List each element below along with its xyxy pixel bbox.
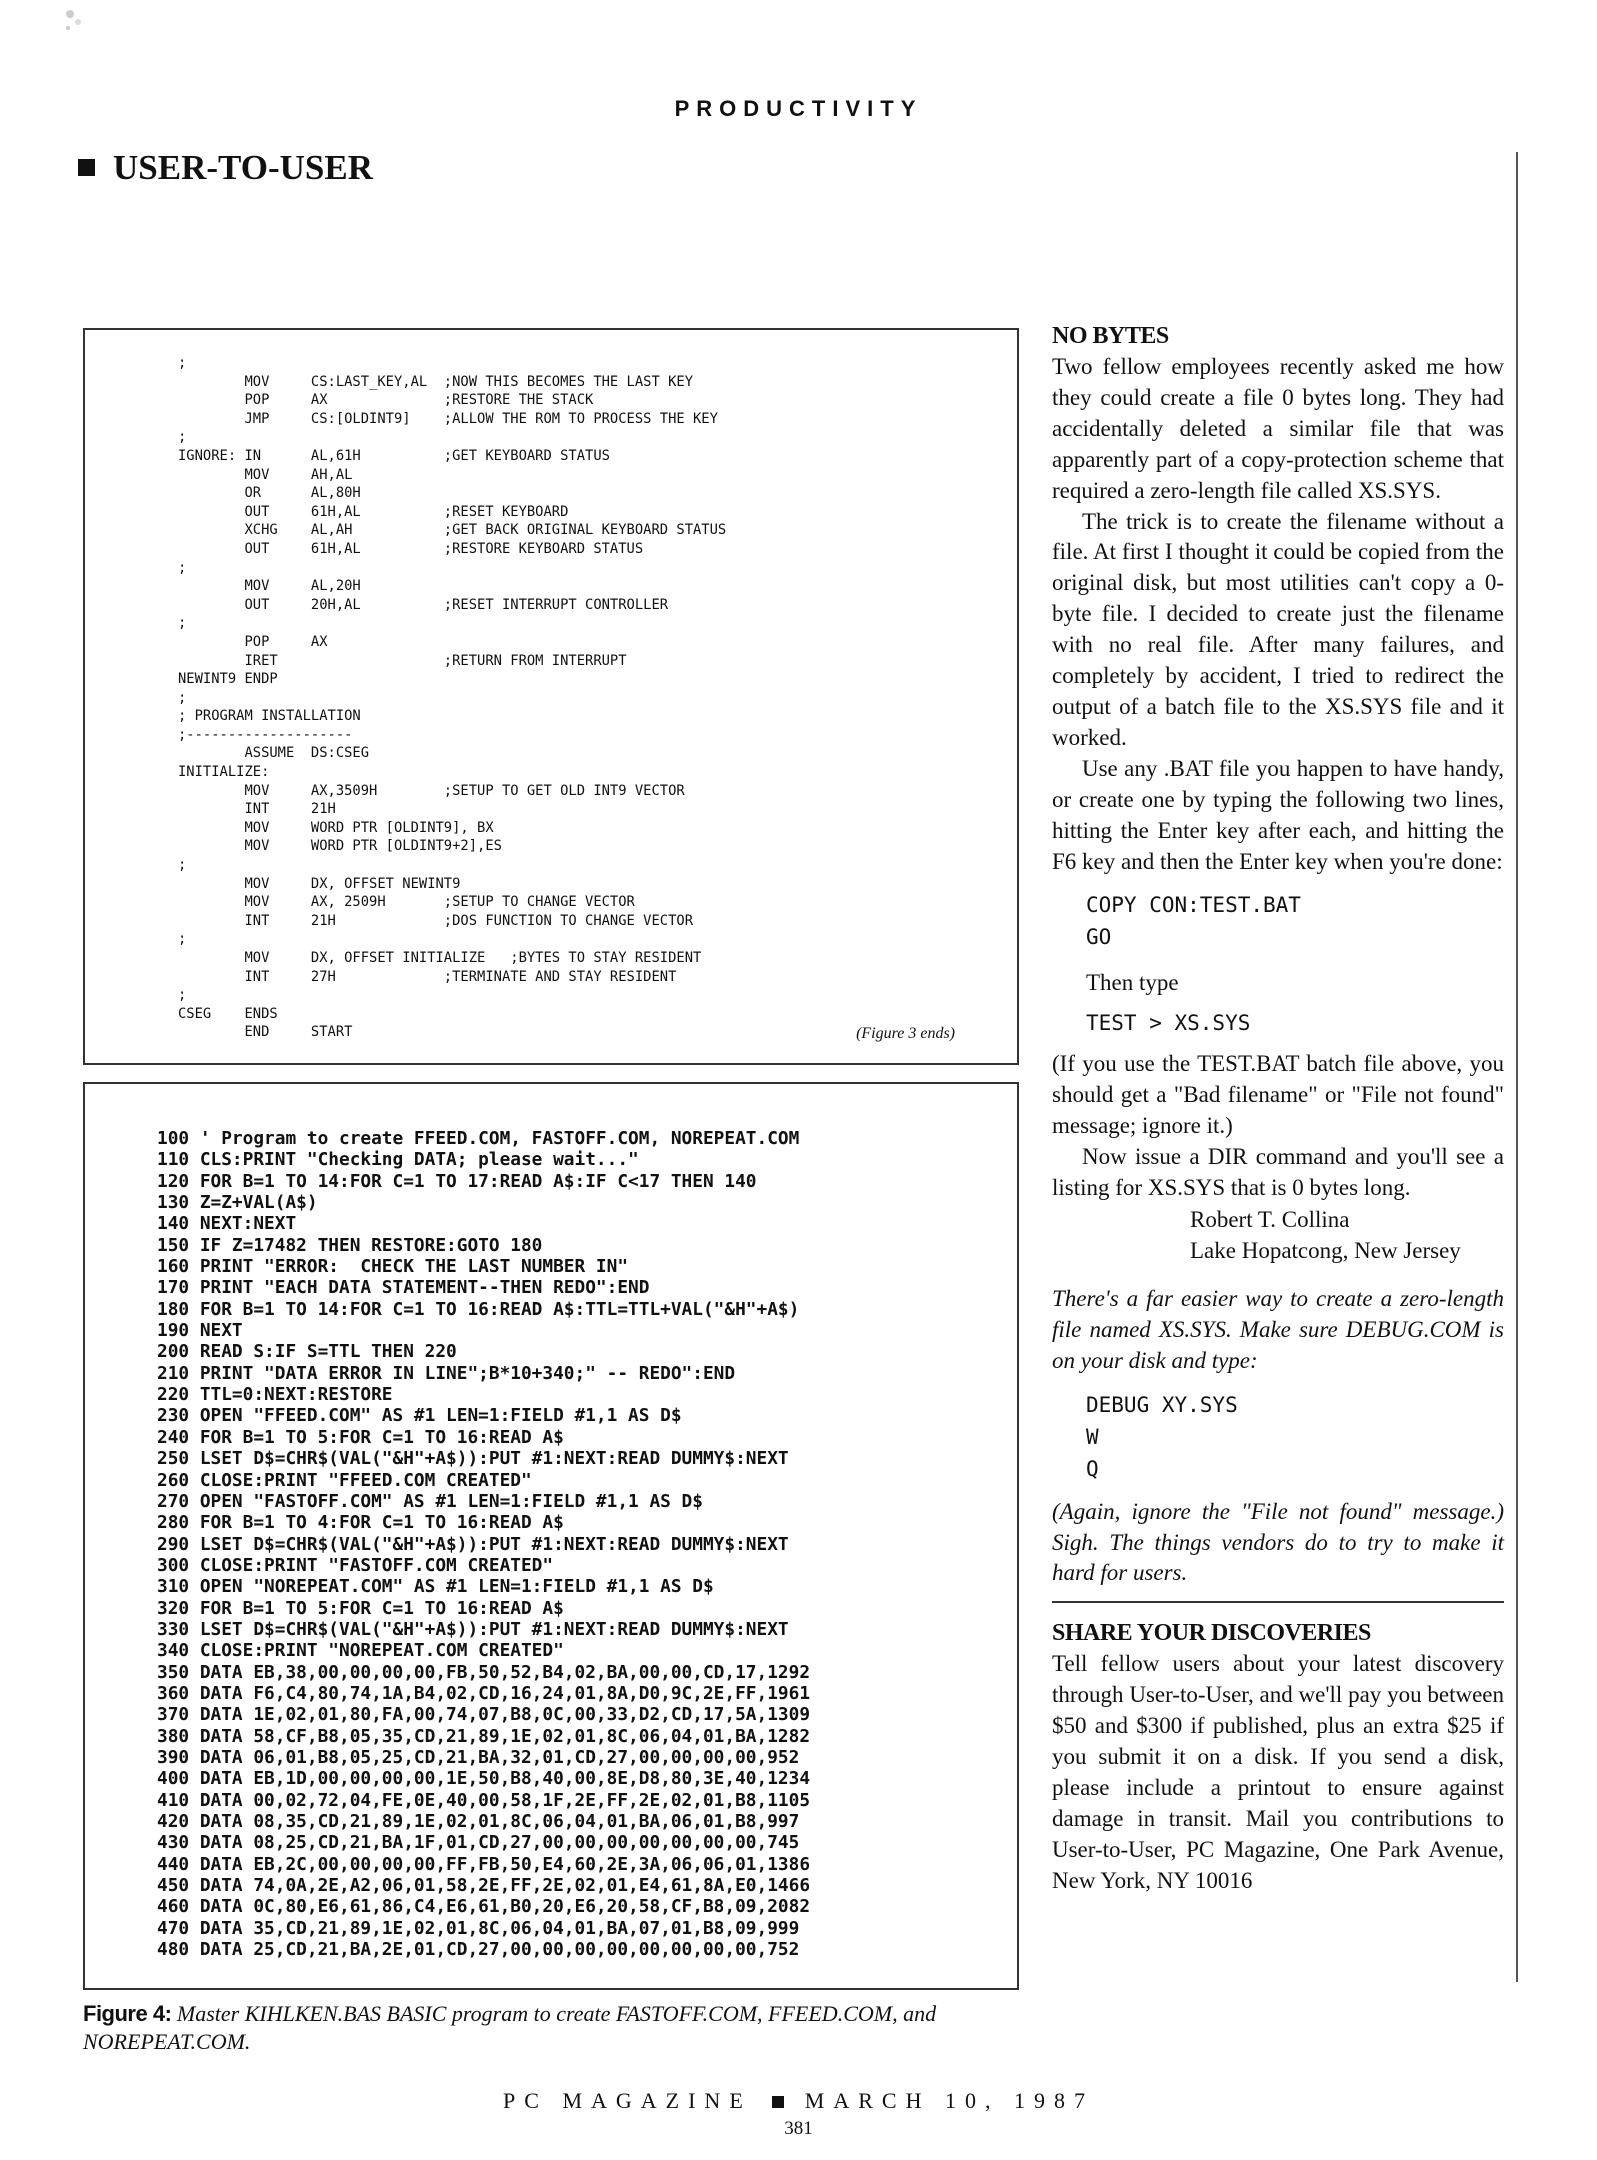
figure3-code: ; MOV CS:LAST_KEY,AL ;NOW THIS BECOMES THE LAST KEY POP AX ;RESTORE THE STACK JMP CS:[OLDINT9] ;ALLOW THE ROM TO PROCESS THE KEY ; IGNORE: IN AL,61H ;GET KEYBOARD STATUS MOV AH,AL OR AL,80H OUT 61H,AL ;RESET KEYBOARD XCHG AL,AH ;GET BACK ORIGINAL KEYBOARD STATUS OUT 61H,AL ;RESTORE KEYBOARD STATUS ; MOV AL,20H OUT 20H,AL ;RESET INTERRUPT CONTROLLER ; POP AX IRET ;RETURN FROM INTERRUPT NEWINT9 ENDP ; ; PROGRAM INSTALLATION ;-------------------- ASSUME DS:CSEG INITIALIZE: MOV AX,3509H ;SETUP TO GET OLD INT9 VECTOR INT 21H MOV WORD PTR [OLDINT9], BX MOV WORD PTR [OLDINT9+2],ES ; MOV DX, OFFSET NEWINT9 MOV AX, 2509H ;SETUP TO CHANGE VECTOR INT 21H ;DOS FUNCTION TO CHANGE VECTOR ; MOV DX, OFFSET INITIALIZE ;BYTES TO STAY RESIDENT INT 27H ;TERMINATE AND STAY RESIDENT ; CSEG ENDS END START xyxy=(178,355,727,1041)
editor-note: (Again, ignore the "File not found" message.) Sigh. The things vendors do to try to make it hard for users. xyxy=(1052,1498,1504,1586)
figure3-end-note: (Figure 3 ends) xyxy=(856,1025,955,1042)
author-location: Lake Hopatcong, New Jersey xyxy=(1190,1237,1461,1263)
page-footer xyxy=(0,2088,1597,2114)
divider xyxy=(1052,1601,1504,1603)
figure4-code: 100 ' Program to create FFEED.COM, FASTOFF.COM, NOREPEAT.COM 110 CLS:PRINT "Checking DATA; please wait..." 120 FOR B=1 TO 14:FOR C=1 TO 17:READ A$:IF C<17 THEN 140 130 Z=Z+VAL(A$) 140 NEXT:NEXT 150 IF Z=17482 THEN RESTORE:GOTO 180 160 PRINT "ERROR: CHECK THE LAST NUMBER IN" 170 PRINT "EACH DATA STATEMENT--THEN REDO":END 180 FOR B=1 TO 14:FOR C=1 TO 16:READ A$:TTL=TTL+VAL("&H"+A$) 190 NEXT 200 READ S:IF S=TTL THEN 220 210 PRINT "DATA ERROR IN LINE";B*10+340;" -- REDO":END 220 TTL=0:NEXT:RESTORE 230 OPEN "FFEED.COM" AS #1 LEN=1:FIELD #1,1 AS D$ 240 FOR B=1 TO 5:FOR C=1 TO 16:READ A$ 250 LSET D$=CHR$(VAL("&H"+A$)):PUT #1:NEXT:READ DUMMY$:NEXT 260 CLOSE:PRINT "FFEED.COM CREATED" 270 OPEN "FASTOFF.COM" AS #1 LEN=1:FIELD #1,1 AS D$ 280 FOR B=1 TO 4:FOR C=1 TO 16:READ A$ 290 LSET D$=CHR$(VAL("&H"+A$)):PUT #1:NEXT:READ DUMMY$:NEXT 300 CLOSE:PRINT "FASTOFF.COM CREATED" 310 OPEN "NOREPEAT.COM" AS #1 LEN=1:FIELD #1,1 AS D$ 320 FOR B=1 TO 5:FOR C=1 TO 16:READ A$ 330 LSET D$=CHR$(VAL("&H"+A$)):PUT #1:NEXT:READ DUMMY$:NEXT 340 CLOSE:PRINT "NOREPEAT.COM CREATED" 350 DATA EB,38,00,00,00,00,FB,50,52,B4,02,BA,00,00,CD,17,1292 360 DATA F6,C4,80,74,1A,B4,02,CD,16,24,01,8A,D0,9C,2E,FF,1961 370 DATA 1E,02,01,80,FA,00,74,07,B8,0C,00,33,D2,CD,17,5A,1309 380 DATA 58,CF,B8,05,35,CD,21,89,1E,02,01,8C,06,04,01,BA,1282 390 DATA 06,01,B8,05,25,CD,21,BA,32,01,CD,27,00,00,00,00,952 400 DATA EB,1D,00,00,00,00,1E,50,B8,40,00,8E,D8,80,3E,40,1234 410 DATA 00,02,72,04,FE,0E,40,00,58,1F,2E,FF,2E,02,01,B8,1105 420 DATA 08,35,CD,21,89,1E,02,01,8C,06,04,01,BA,06,01,B8,997 430 DATA 08,25,CD,21,BA,1F,01,CD,27,00,00,00,00,00,00,00,745 440 DATA EB,2C,00,00,00,00,FF,FB,50,E4,60,2E,3A,06,06,01,1386 450 DATA 74,0A,2E,A2,06,01,58,2E,FF,2E,02,01,E4,61,8A,E0,1466 460 DATA 0C,80,E6,61,86,C4,E6,61,B0,20,E6,20,58,CF,B8,09,2082 470 DATA 35,CD,21,89,1E,02,01,8C,06,04,01,BA,07,01,B8,09,999 480 DATA 25,CD,21,BA,2E,01,CD,27,00,00,00,00,00,00,00,00,752 xyxy=(157,1128,811,1961)
figure4-caption-text: Master KIHLKEN.BAS BASIC program to create FASTOFF.COM, FFEED.COM, and NOREPEAT.COM. xyxy=(83,2001,937,2054)
share-heading: SHARE YOUR DISCOVERIES xyxy=(1052,1620,1371,1647)
issue-date: MARCH 10, 1987 xyxy=(804,2088,1094,2113)
figure4-caption-label: Figure 4: xyxy=(83,2001,172,2026)
paragraph: The trick is to create the filename without a file. At first I thought it could be copied from the original disk, but most utilities can't copy a 0-byte file. I decided to create just the filename with no real file. After many failures, and completely by accident, I tried to redirect the output of a batch file to the XS.SYS file and it worked. xyxy=(1052,508,1504,750)
code-line: W xyxy=(1086,1424,1099,1449)
magazine-name: PC MAGAZINE xyxy=(503,2088,752,2113)
code-line: Q xyxy=(1086,1456,1099,1481)
scan-artifact xyxy=(60,0,130,42)
page-number: 381 xyxy=(784,2118,813,2139)
figure3-code-box xyxy=(83,328,1019,1065)
paragraph: Use any .BAT file you happen to have handy, or create one by typing the following two lines, hitting the Enter key after each, and hitting the F6 key and then the Enter key when you're done: xyxy=(1052,755,1504,874)
paragraph: Two fellow employees recently asked me how they could create a file 0 bytes long. They had accidentally deleted a similar file that was apparently part of a copy-protection scheme that required a zero-length file called XS.SYS. xyxy=(1052,354,1504,503)
author-name: Robert T. Collina xyxy=(1190,1206,1350,1232)
then-type-text: Then type xyxy=(1086,970,1179,996)
figure4-caption xyxy=(83,2000,1019,2056)
article-column xyxy=(1052,320,1504,1897)
code-line: DEBUG XY.SYS xyxy=(1086,1392,1238,1417)
bullet-square xyxy=(78,159,95,176)
editor-note: There's a far easier way to create a zero-length file named XS.SYS. Make sure DEBUG.COM is on your disk and type: xyxy=(1052,1285,1504,1373)
figure4-code-box xyxy=(83,1082,1019,1990)
no-bytes-heading: NO BYTES xyxy=(1052,323,1169,349)
code-line: GO xyxy=(1086,925,1112,950)
paragraph: Now issue a DIR command and you'll see a listing for XS.SYS that is 0 bytes long. xyxy=(1052,1144,1504,1201)
share-text: Tell fellow users about your latest discovery through User-to-User, and we'll pay you between $50 and $300 if published, plus an extra $25 if you submit it on a disk. If you send a disk, please include a printout to ensure against damage in transit. Mail you contributions to User-to-User, PC Magazine, One Park Avenue, New York, NY 10016 xyxy=(1052,1651,1504,1893)
running-head: PRODUCTIVITY xyxy=(674,96,923,121)
footer-bullet xyxy=(772,2096,784,2108)
section-title-text: USER-TO-USER xyxy=(113,148,373,187)
paragraph: (If you use the TEST.BAT batch file above, you should get a "Bad filename" or "File not found" message; ignore it.) xyxy=(1052,1051,1504,1139)
code-line: COPY CON:TEST.BAT xyxy=(1086,893,1301,918)
code-line: TEST > XS.SYS xyxy=(1086,1011,1251,1036)
section-title xyxy=(78,148,373,188)
column-rule xyxy=(1516,152,1518,1982)
